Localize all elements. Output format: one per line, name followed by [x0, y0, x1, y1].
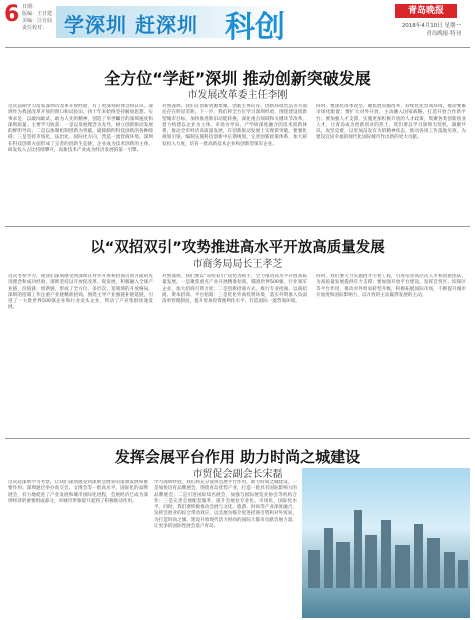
building-shape: [395, 545, 410, 590]
water-area: [302, 588, 470, 618]
article-column: 这次前期学习借鉴深圳市改革开放经验，有了更深刻的体会和认识。深圳作为我国改革开放的窗口和试验田，四十年来始终坚持解放思想、实事求是，以敢闯敢试、敢为人先的精神，创造了举世瞩目的深圳速度和深圳质量。主要学习收获：一是以发展理念为先导，树立创新驱动发展的鲜明导向；二是以体制机制创新为突破，破除制约科技创新的各种障碍；三是坚持市场化、法治化、国际化方向，营造一流营商环境。深圳在科技创新方面形成了完善的创新生态链，企业成为技术创新的主体，研发投入占比持续攀升，高新技术产业成为经济发展的第一引擎。: [8, 104, 153, 154]
page-header: [0, 0, 475, 46]
article-column: 同时，要深化改革攻坚，聚焦放管服改革，持续优化营商环境，推动要素市场化配置；要扩大对外开放，主动融入国家战略，打造开放合作新平台；要加强人才支撑，实施更加积极开放的人才政策，集聚各类创新创业人才，让青岛成为创新创业的热土。我们要以学习深圳为契机，凝聚共识，攻坚克难，以更加奋发有为的精神状态，推动各项工作落地见效，为建设宜居幸福的现代化国际城市作出新的更大贡献。: [316, 104, 466, 141]
article-author: 市贸促会副会长宋磊: [192, 469, 283, 480]
page-number: 6: [4, 2, 20, 27]
building-shape: [365, 535, 377, 590]
building-shape: [458, 560, 468, 590]
building-shape: [381, 520, 391, 590]
building-shape: [427, 538, 440, 590]
building-shape: [414, 524, 423, 590]
issue-date: 2018年4月10日 星期一: [401, 23, 461, 29]
banner-text: 学深圳 赶深圳: [64, 13, 198, 37]
article-author: 市商务局局长王孝芝: [192, 259, 283, 270]
article-title: 以“双招双引”攻势推进高水平开放高质量发展: [90, 240, 385, 256]
article-column: 这次考察学习，使我们深刻感受到深圳在对外开放和招商引资方面的先进理念和成功经验。深圳坚持以开放促改革、促发展，积极融入全球产业链、价值链、创新链，形成了全方位、多层次、宽领域的开放格局。深圳的招商工作注重产业链精准招商，围绕主导产业强链补链延链，引进了一大批世界500强企业和行业龙头企业，带动了产业集群快速发展。: [8, 274, 153, 311]
city-skyline-photo: [302, 468, 470, 618]
header-meta-line: 责任校对：: [22, 25, 48, 31]
newspaper-brand: 青岛晚报: [395, 4, 457, 18]
article-column: 学习深圳经验，我们将充分发挥会展平台作用，助力时尚之城建设。一是加快培育品牌展会，围绕青岛优势产业，打造一批具有国际影响力的品牌展会；二是引进国际知名展会，加强与国际展览业协会等机构合作；三是完善会展配套服务，提升会展业专业化、市场化、国际化水平。同时，我们要积极推动会展与文化、旅游、时尚等产业深度融合，发挥会展业的综合带动效应，以会展为媒介促进招商引资和对外贸易，为打造时尚之城、建设开放现代活力时尚的国际大都市贡献会展力量，让更多的国际性展会落户青岛。: [154, 480, 297, 530]
building-shape: [444, 552, 455, 590]
article-title: 发挥会展平台作用 助力时尚之城建设: [114, 448, 361, 466]
edition-label: 青岛晚报·特刊: [426, 31, 461, 37]
article-divider: [5, 438, 470, 439]
header-meta-line: 日期：: [22, 4, 38, 10]
building-shape: [324, 528, 333, 590]
building-shape: [308, 550, 320, 590]
header-divider: [5, 47, 470, 48]
article-divider: [5, 226, 470, 227]
article-column: 这次赴深圳学习考察，让我们深刻感受到深圳会展业的蓬勃发展和重要作用。深圳通过举办高交会、文博会等一批高水平、国际化的品牌展会，有力地促进了产业发展和城市国际化进程，会展经济已成为深圳经济的重要组成部分，对城市形象提升起到了积极推动作用。: [8, 480, 148, 504]
banner-big-text: 科创: [225, 10, 285, 45]
header-meta-line: 美编：汪有仙: [22, 18, 53, 24]
building-shape: [336, 542, 350, 590]
article-column: 同时，我们要大力实施招才引智工程，引进培育高层次人才和创新团队，为高质量发展提供有力支撑；要加强开放平台建设，发挥自贸区、综保区等平台作用，推动对外贸易转型升级，积极拓展国际市场，不断提升城市开放度和国际影响力，以开放的主动赢得发展的主动。: [316, 274, 466, 298]
article-title: 全方位“学赶”深圳 推动创新突破发展: [104, 69, 371, 88]
article-column: 对照深圳，我们要以“双招双引”攻势为抓手，全力推进高水平开放高质量发展。一是聚焦重点产业开展精准招商，瞄准世界500强、行业领军企业，加大招商引资力度；二是创新招商方式，推行专业招商、以商招商、资本招商、平台招商；三是优化外商投资环境，落实外资准入负面清单管理制度，提升贸易投资便利化水平，打造国际一流营商环境。: [162, 274, 307, 305]
article-column: 对照深圳，我们在创新资源集聚、创新主体培育、创新环境营造等方面还存在明显差距。下一步，我们将全方位学习深圳经验，围绕建设创新型城市目标，加快推进新旧动能转换，深化重点领域和关键环节改革，着力构建以企业为主体、市场为导向、产学研深度融合的技术创新体系，推动全市经济高质量发展，在创新驱动发展上实现新突破。要强化规划引领，编制实施科技创新中长期规划，完善创新政策体系，加大研发投入力度，培育一批高新技术企业和创新型领军企业。: [162, 104, 307, 147]
article-author: 市发展改革委主任李刚: [187, 90, 288, 101]
building-shape: [354, 510, 362, 590]
header-meta-line: 版编：王日建: [22, 11, 53, 17]
